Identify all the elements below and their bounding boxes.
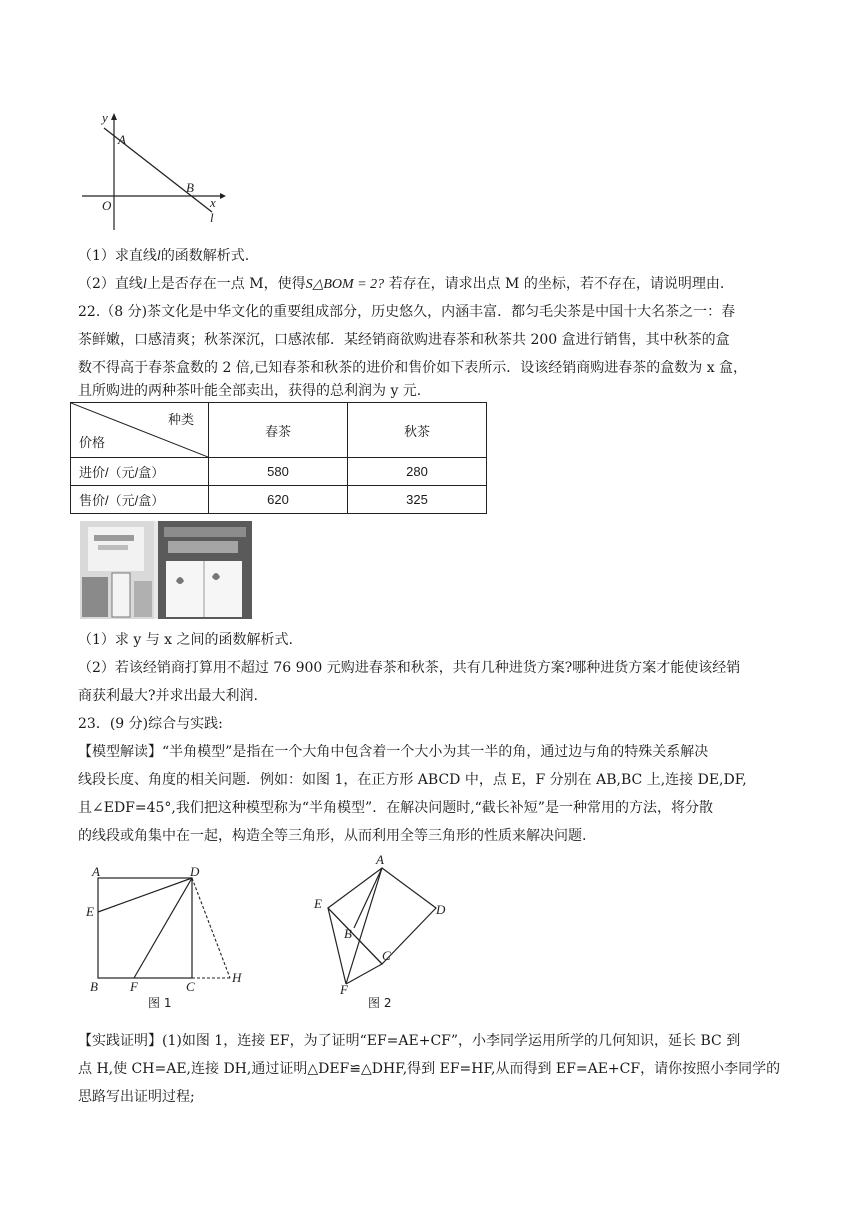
fig2-label-a: A — [376, 852, 384, 867]
fig1-label-d: D — [190, 866, 200, 879]
line-graph-figure — [80, 108, 230, 234]
table-diagonal-header — [71, 403, 209, 458]
q23-practice-line3: 思路写出证明过程; — [78, 1089, 195, 1105]
y-axis-label: y — [102, 110, 108, 125]
y-axis-arrow — [111, 113, 117, 120]
fig1-label-e: E — [86, 904, 94, 919]
fig2-label-d: D — [436, 902, 446, 917]
header-kind-label: 种类 — [167, 412, 194, 427]
figure-2-caption: 图 2 — [368, 996, 392, 1010]
fig2-label-b: B — [344, 926, 352, 941]
row-label: 售价/（元/盒） — [71, 486, 209, 514]
q21-part1: （1）求直线l的函数解析式. — [78, 248, 250, 264]
col-autumn-tea: 秋茶 — [348, 403, 487, 458]
fig1-label-f: F — [130, 979, 138, 994]
table-row — [71, 486, 487, 514]
figure-1-caption: 图 1 — [148, 996, 172, 1010]
fig1-label-a: A — [92, 866, 100, 879]
q23-model-line1: 【模型解读】“半角模型”是指在一个大角中包含着一个大小为其一半的角，通过边与角的特殊关系解决 — [78, 744, 709, 760]
figure-1-square — [84, 866, 256, 996]
q22-line2: 茶鲜嫩，口感清爽；秋茶深沉，口感浓郁．某经销商欲购进春茶和秋茶共 200 盒进行销售，其中秋茶的盒 — [78, 332, 730, 348]
col-spring-tea: 春茶 — [209, 403, 348, 458]
header-price-label: 价格 — [79, 435, 106, 450]
q22-line4: 且所购进的两种茶叶能全部卖出，获得的总利润为 y 元． — [78, 383, 431, 399]
tea-price-table — [70, 402, 487, 514]
cell-spring: 620 — [209, 486, 348, 514]
origin-label: O — [102, 198, 112, 213]
q22-line3: 数不得高于春茶盒数的 2 倍,已知春茶和秋茶的进价和售价如下表所示．设该经销商购进春茶的盒数为 x 盒， — [78, 360, 748, 376]
fig2-label-e: E — [314, 896, 322, 911]
fig1-label-h: H — [232, 970, 242, 985]
fig1-label-b: B — [90, 979, 98, 994]
q22-part2-line2: 商获利最大?并求出最大利润. — [78, 688, 258, 704]
fig2-label-c: C — [382, 948, 391, 963]
q23-model-line3: 且∠EDF=45°,我们把这种模型称为“半角模型”．在解决问题时,“截长补短”是一种常用的方法，将分散 — [78, 800, 713, 816]
q21-part2: （2）直线l上是否存在一点 M，使得S△BOM = 2? 若存在，请求出点 M 的坐标，若不存在，请说明理由. — [78, 276, 725, 292]
q22-part1: （1）求 y 与 x 之间的函数解析式. — [78, 632, 293, 648]
q22-line1: 22.（8 分)茶文化是中华文化的重要组成部分，历史悠久，内涵丰富．都匀毛尖茶是中国十大名茶之一：春 — [78, 304, 736, 320]
table-header-row — [71, 403, 487, 458]
fig1-label-c: C — [186, 979, 195, 994]
x-axis-arrow — [220, 193, 226, 199]
point-a-label: A — [118, 132, 126, 147]
x-axis-label: x — [210, 195, 216, 210]
fig2-label-f: F — [340, 982, 348, 997]
point-b-label: B — [186, 180, 194, 195]
figure-2-square — [306, 852, 456, 998]
q22-part2-line1: （2）若该经销商打算用不超过 76 900 元购进春茶和秋茶，共有几种进货方案?哪种进货方案才能使该经销 — [78, 660, 741, 676]
cell-autumn: 325 — [348, 486, 487, 514]
table-row — [71, 458, 487, 486]
q23-model-line4: 的线段或角集中在一起，构造全等三角形，从而利用全等三角形的性质来解决问题. — [78, 828, 587, 844]
row-label: 进价/（元/盒） — [71, 458, 209, 486]
q23-practice-line1: 【实践证明】(1)如图 1，连接 EF，为了证明“EF=AE+CF”，小李同学运用所学的几何知识，延长 BC 到 — [78, 1033, 741, 1049]
q23-practice-line2: 点 H,使 CH=AE,连接 DH,通过证明△DEF≌△DHF,得到 EF=HF,从而得到 EF=AE+CF，请你按照小李同学的 — [78, 1061, 781, 1077]
q23-title: 23．(9 分)综合与实践: — [78, 716, 223, 732]
line-l-label: l — [210, 210, 214, 225]
cell-autumn: 280 — [348, 458, 487, 486]
cell-spring: 580 — [209, 458, 348, 486]
tea-product-photo — [80, 521, 252, 619]
q23-model-line2: 线段长度、角度的相关问题．例如：如图 1，在正方形 ABCD 中，点 E，F 分别在 AB,BC 上,连接 DE,DF, — [78, 772, 747, 788]
